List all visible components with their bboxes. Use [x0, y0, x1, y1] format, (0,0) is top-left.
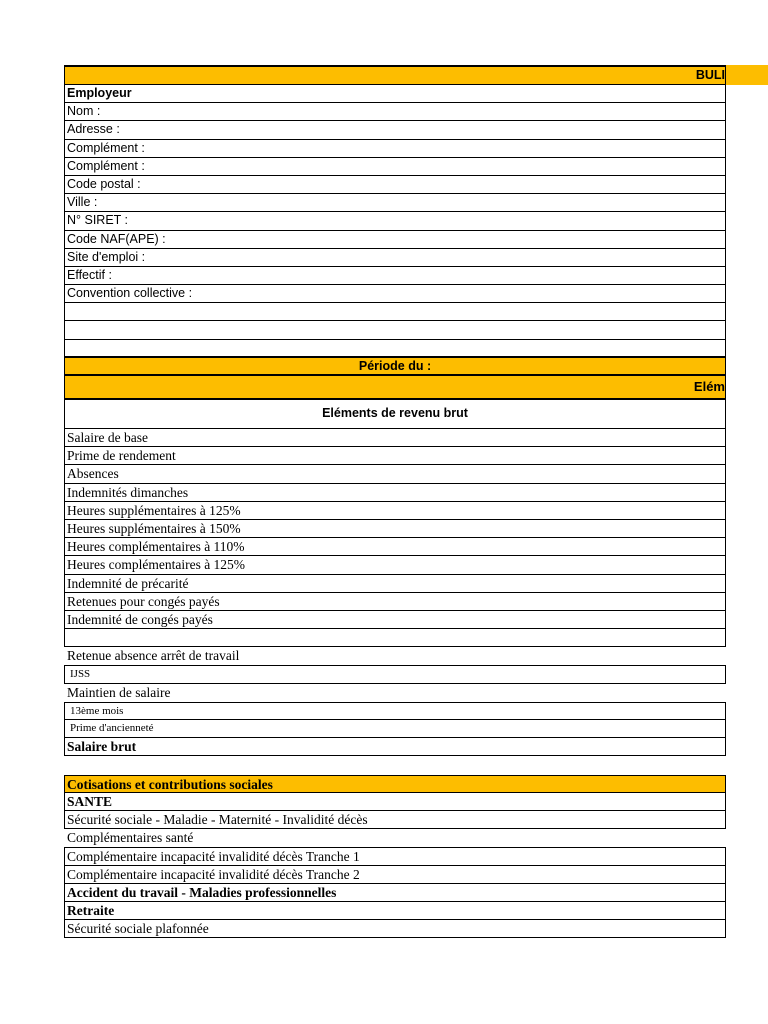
gross-item: Absences [64, 465, 726, 483]
accident-row: Accident du travail - Maladies professionnelles [64, 884, 726, 902]
maintien-row: Maintien de salaire [67, 684, 171, 700]
employer-field-complement-2: Complément : [64, 158, 726, 176]
complementaires-sante-row: Complémentaires santé [67, 830, 194, 846]
elements-band [64, 376, 726, 400]
employer-field-naf: Code NAF(APE) : [64, 231, 726, 249]
period-row [64, 358, 726, 376]
employer-field-site: Site d'emploi : [64, 249, 726, 267]
gross-item: Prime de rendement [64, 447, 726, 465]
period-label: Période du : [358, 358, 432, 373]
salaire-brut-row: Salaire brut [64, 738, 726, 756]
payslip-sheet [64, 65, 726, 938]
gross-item: Heures complémentaires à 110% [64, 538, 726, 556]
secu-plafonnee-row: Sécurité sociale plafonnée [64, 920, 726, 938]
empty-row [64, 303, 726, 321]
payslip-title: BULI [695, 68, 725, 82]
employer-field-complement-1: Complément : [64, 140, 726, 158]
employer-field-convention: Convention collective : [64, 285, 726, 303]
employer-field-siret: N° SIRET : [64, 212, 726, 230]
employer-field-adresse: Adresse : [64, 121, 726, 139]
sante-row: SANTE [64, 793, 726, 811]
employer-field-code-postal: Code postal : [64, 176, 726, 194]
empty-row [64, 629, 726, 647]
employer-field-ville: Ville : [64, 194, 726, 212]
gross-item: Heures complémentaires à 125% [64, 556, 726, 574]
gross-heading: Eléments de revenu brut [64, 400, 726, 429]
treizieme-mois-row: 13ème mois [64, 702, 726, 720]
gross-item: Salaire de base [64, 429, 726, 447]
employer-field-effectif: Effectif : [64, 267, 726, 285]
gross-item: Heures supplémentaires à 125% [64, 502, 726, 520]
empty-row [64, 321, 726, 339]
ijss-row: IJSS [64, 665, 726, 683]
retraite-row: Retraite [64, 902, 726, 920]
gross-item: Indemnités dimanches [64, 484, 726, 502]
secu-maladie-row: Sécurité sociale - Maladie - Maternité - Invalidité décès [64, 811, 726, 829]
payslip-title-band [64, 65, 726, 85]
gross-item: Indemnité de précarité [64, 575, 726, 593]
title-band-overflow [726, 65, 768, 85]
gross-item: Retenues pour congés payés [64, 593, 726, 611]
contributions-heading: Cotisations et contributions sociales [64, 775, 726, 793]
elements-band-title: Elém [693, 379, 725, 394]
employer-heading: Employeur [64, 85, 726, 103]
tranche2-row: Complémentaire incapacité invalidité décès Tranche 2 [64, 866, 726, 884]
employer-field-nom: Nom : [64, 103, 726, 121]
gross-item: Indemnité de congés payés [64, 611, 726, 629]
retenue-absence-row: Retenue absence arrêt de travail [67, 648, 240, 664]
tranche1-row: Complémentaire incapacité invalidité décès Tranche 1 [64, 847, 726, 865]
spacer-row [64, 756, 726, 774]
gross-item: Heures supplémentaires à 150% [64, 520, 726, 538]
prime-anciennete-row: Prime d'ancienneté [64, 720, 726, 738]
empty-row [64, 340, 726, 358]
